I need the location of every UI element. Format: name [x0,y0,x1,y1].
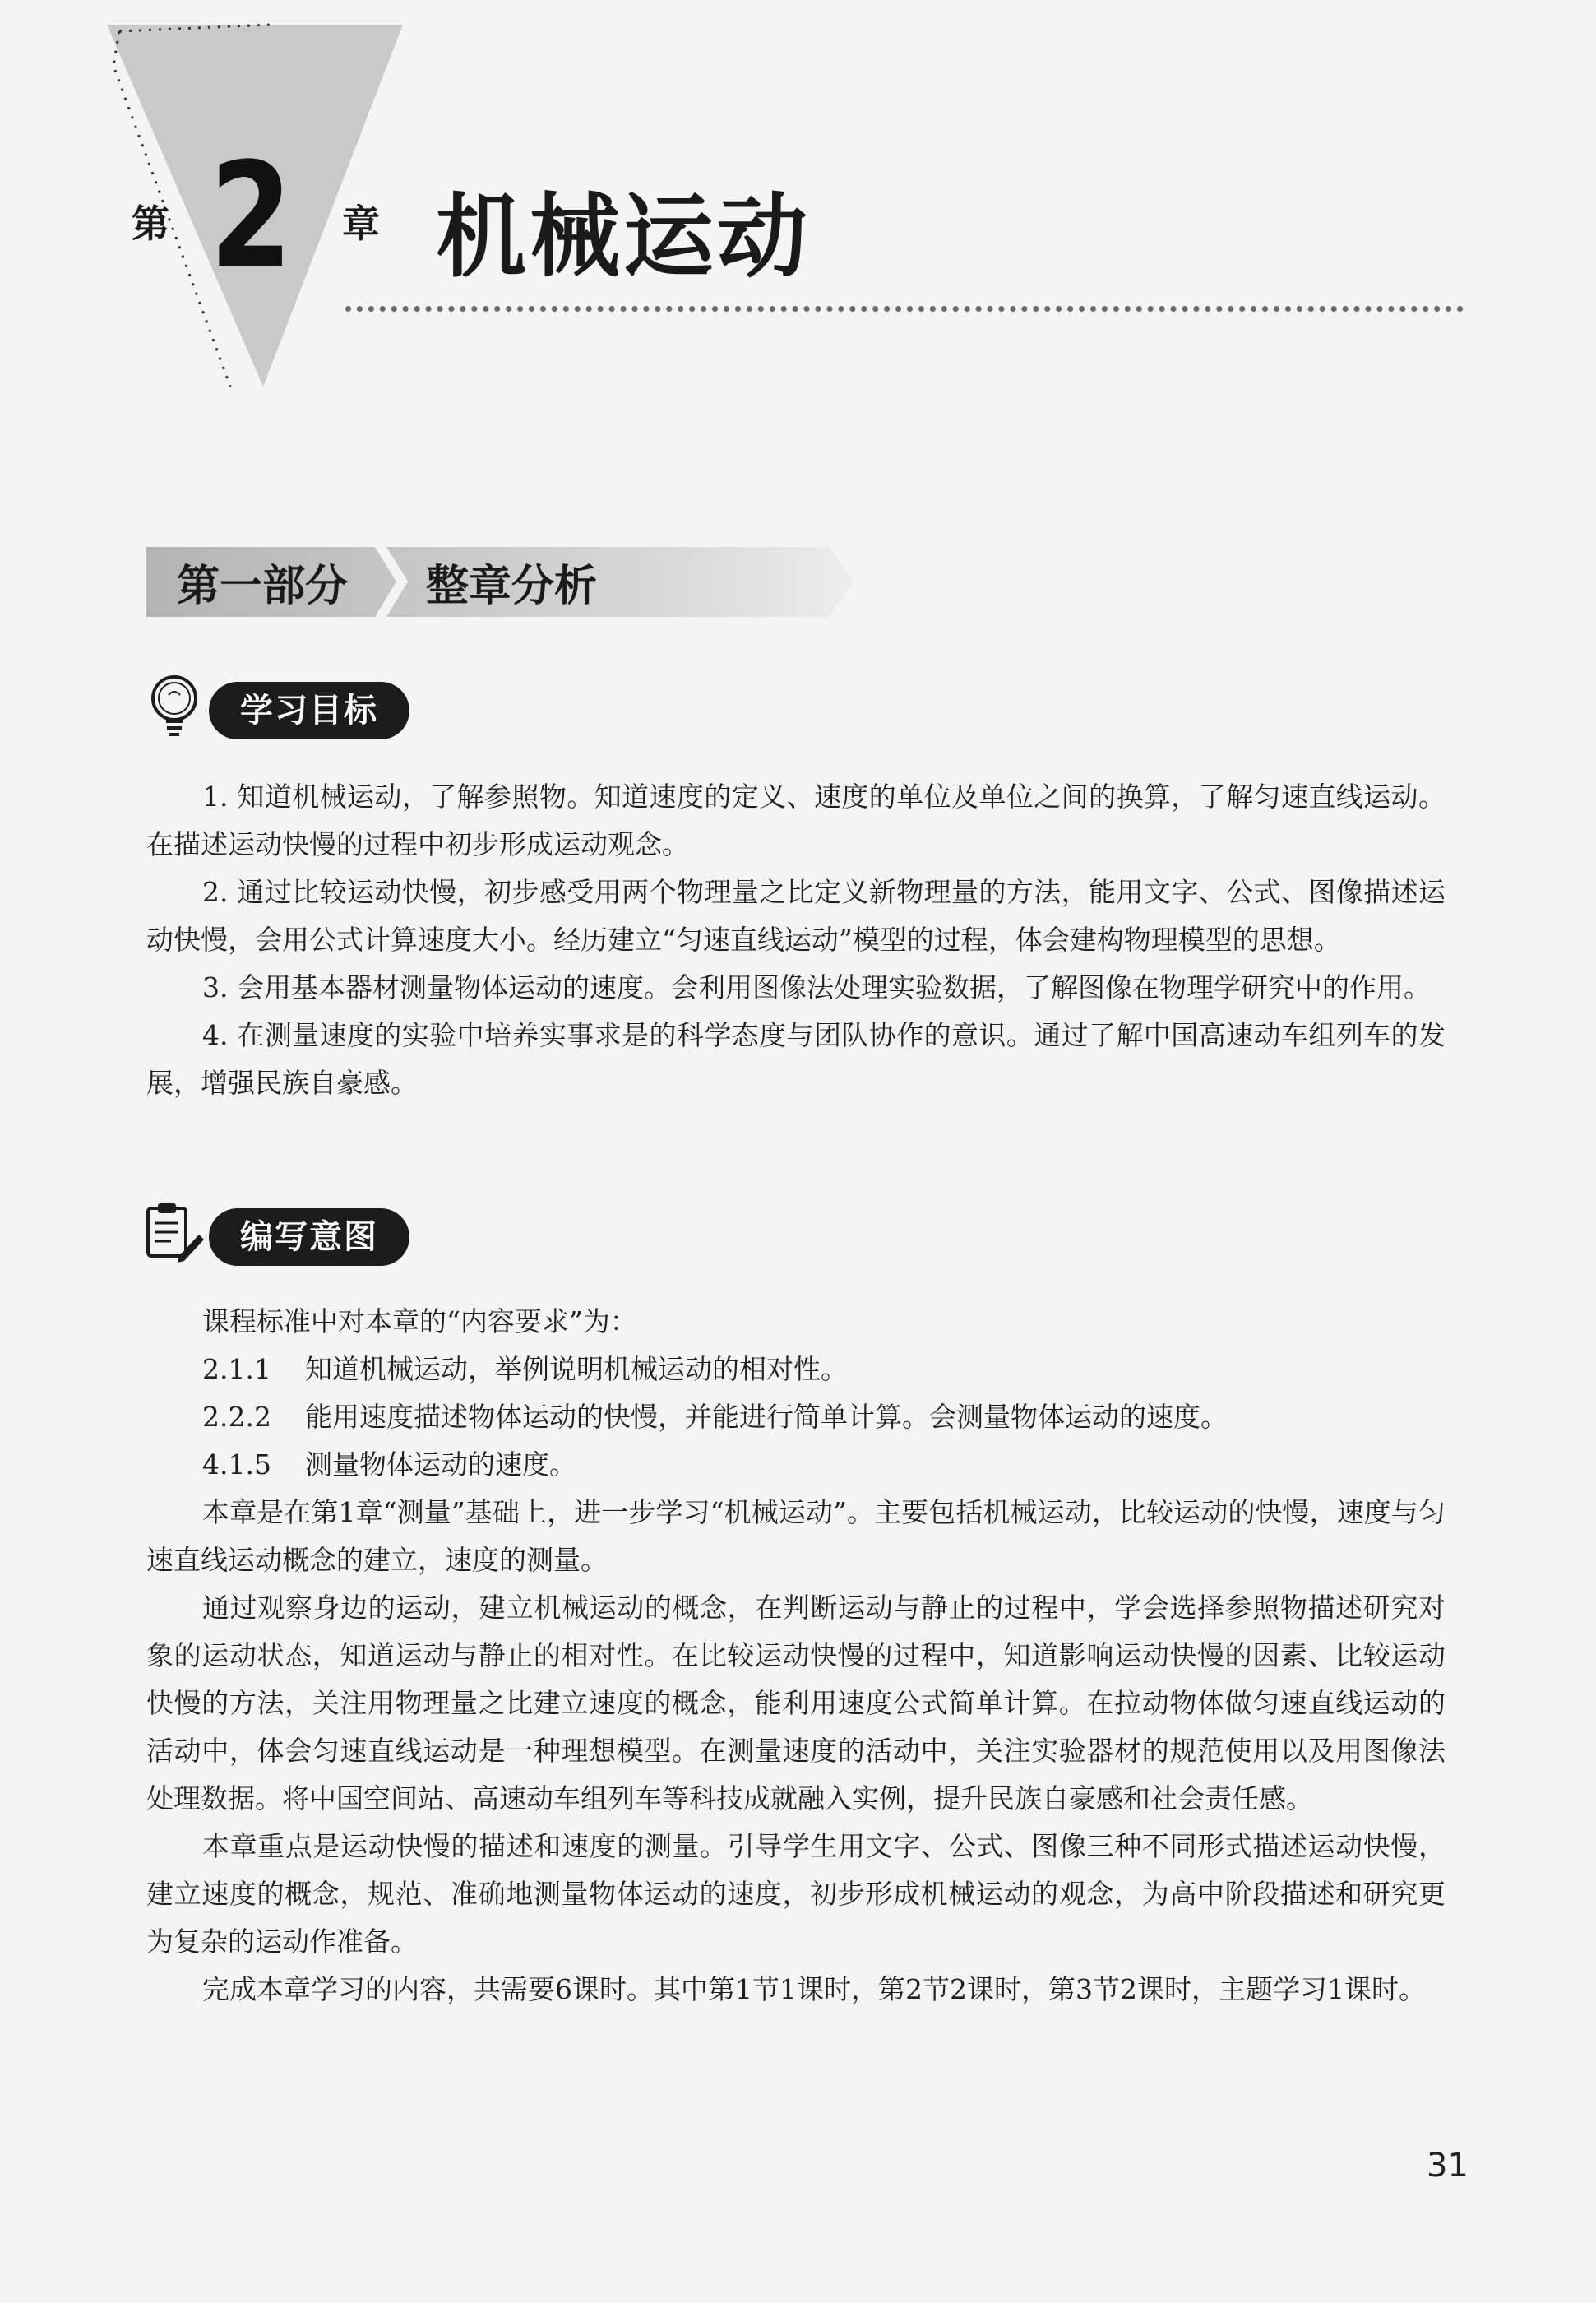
standard-item [146,1346,1446,1393]
goal-item: 1. 知道机械运动，了解参照物。知道速度的定义、速度的单位及单位之间的换算，了解匀速直线运动。在描述运动快慢的过程中初步形成运动观念。 [146,781,1446,860]
intent-pill: 编写意图 [209,1208,409,1266]
part-label: 第一部分 [177,562,349,611]
standard-item [146,1441,1446,1489]
part-title: 整章分析 [426,562,598,611]
goal-item: 4. 在测量速度的实验中培养实事求是的科学态度与团队协作的意识。通过了解中国高速动车组列车的发展，增强民族自豪感。 [146,1019,1446,1099]
chapter-number: 2 [210,132,293,300]
chapter-dotted-rule [345,306,1464,312]
standard-number: 2.2.2 [202,1401,271,1433]
goals-list [146,773,1446,1107]
intent-intro: 课程标准中对本章的“内容要求”为： [202,1305,637,1337]
goals-pill: 学习目标 [209,682,409,739]
standard-text: 测量物体运动的速度。 [305,1448,576,1480]
goal-item: 3. 会用基本器材测量物体运动的速度。会利用图像法处理实验数据，了解图像在物理学研究中的作用。 [202,971,1431,1003]
intent-paragraph: 本章是在第1章“测量”基础上，进一步学习“机械运动”。主要包括机械运动，比较运动的快慢，速度与匀速直线运动概念的建立，速度的测量。 [146,1496,1446,1576]
intent-paragraph: 本章重点是运动快慢的描述和速度的测量。引导学生用文字、公式、图像三种不同形式描述运动快慢，建立速度的概念，规范、准确地测量物体运动的速度，初步形成机械运动的观念，为高中阶段描述和研究更为复杂的运动作准备。 [146,1830,1446,1958]
goal-item: 2. 通过比较运动快慢，初步感受用两个物理量之比定义新物理量的方法，能用文字、公式、图像描述运动快慢，会用公式计算速度大小。经历建立“匀速直线运动”模型的过程，体会建构物理模型的思想。 [146,876,1446,956]
chapter-prefix: 第 [132,202,169,246]
chapter-title: 机械运动 [436,184,811,290]
standard-text: 知道机械运动，举例说明机械运动的相对性。 [305,1353,848,1385]
standard-item [146,1393,1446,1441]
page-number: 31 [1427,2147,1469,2185]
lightbulb-icon [141,670,207,744]
intent-paragraph: 通过观察身边的运动，建立机械运动的概念，在判断运动与静止的过程中，学会选择参照物描述研究对象的运动状态，知道运动与静止的相对性。在比较运动快慢的过程中，知道影响运动快慢的因素、比较运动快慢的方法，关注用物理量之比建立速度的概念，能利用速度公式简单计算。在拉动物体做匀速直线运动的活动中，体会匀速直线运动是一种理想模型。在测量速度的活动中，关注实验器材的规范使用以及用图像法处理数据。将中国空间站、高速动车组列车等科技成就融入实例，提升民族自豪感和社会责任感。 [146,1592,1446,1814]
standard-text: 能用速度描述物体运动的快慢，并能进行简单计算。会测量物体运动的速度。 [305,1401,1228,1433]
standard-number: 2.1.1 [202,1353,271,1385]
clipboard-pen-icon [141,1197,207,1271]
intent-paragraph: 完成本章学习的内容，共需要6课时。其中第1节1课时，第2节2课时，第3节2课时，主题学习1课时。 [202,1973,1426,2005]
chapter-suffix: 章 [342,202,380,246]
standard-number: 4.1.5 [202,1448,271,1480]
intent-content [146,1298,1446,2013]
